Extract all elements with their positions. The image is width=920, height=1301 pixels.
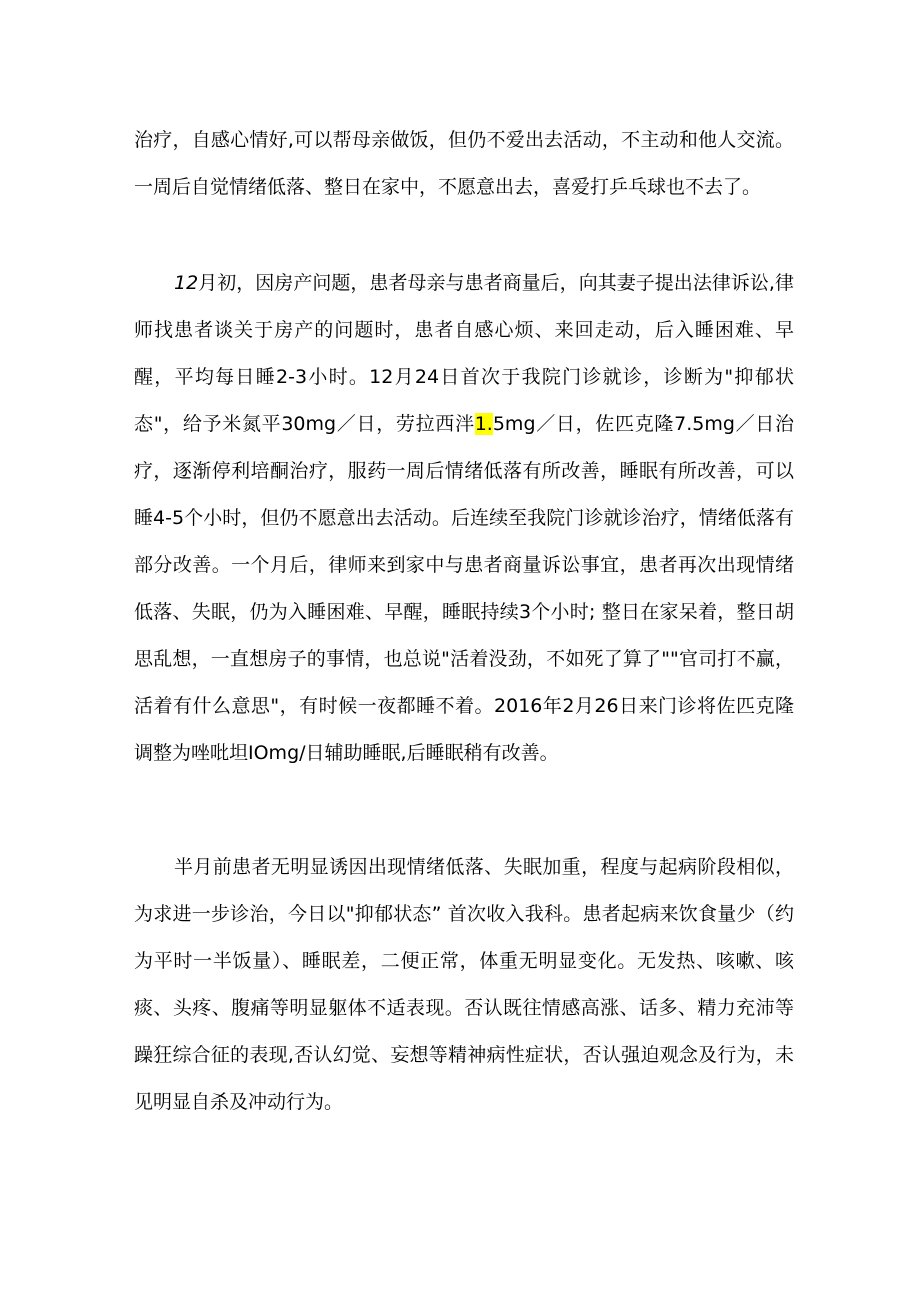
paragraph-2	[134, 260, 794, 777]
paragraph-1-text: 治疗，自感心情好,可以帮母亲做饭，但仍不爱出去活动，不主动和他人交流。一周后自觉情绪低落、整日在家中，不愿意出去，喜爱打乒乓球也不去了。	[134, 129, 794, 198]
paragraph-3	[134, 844, 794, 1126]
paragraph-3-text: 半月前患者无明显诱因出现情绪低落、失眠加重，程度与起病阶段相似，为求进一步诊治，今日以"抑郁状态” 首次收入我科。患者起病来饮食量少（约为平时一半饭量）、睡眠差，二便正常，体重无明显变化。无发热、咳嗽、咳痰、头疼、腹痛等明显躯体不适表现。否认既往情感高涨、话多、精力充沛等躁狂综合征的表现,否认幻觉、妄想等精神病性症状，否认强迫观念及行为，未见明显自杀及冲动行为。	[134, 856, 794, 1113]
paragraph-1	[134, 117, 794, 211]
highlighted-text: 1.	[474, 413, 493, 435]
paragraph-2-text-a: 月初，因房产问题，患者母亲与患者商量后，向其妻子提出法律诉讼,律师找患者谈关于房产的问题时，患者自感心烦、来回走动，后入睡困难、早醒，平均每日睡2-3小时。12月24日首次于我院门诊就诊，诊断为"抑郁状态"，给予米氮平30mg／日，劳拉西泮	[134, 272, 794, 435]
paragraph-2-text-b: 5mg／日，佐匹克隆7.5mg／日治疗，逐渐停利培酮治疗，服药一周后情绪低落有所改善，睡眠有所改善，可以睡4-5个小时，但仍不愿意出去活动。后连续至我院门诊就诊治疗，情绪低落有部分改善。一个月后，律师来到家中与患者商量诉讼事宜，患者再次出现情绪低落、失眠，仍为入睡困难、早醒，睡眠持续3个小时; 整日在家呆着，整日胡思乱想，一直想房子的事情，也总说"活着没劲，不如死了算了""官司打不赢，活着有什么意思"，有时候一夜都睡不着。2016年2月26日来门诊将佐匹克隆调整为唑吡坦IOmg/日辅助睡眠,后睡眠稍有改善。	[134, 413, 794, 764]
paragraph-2-lead-number: 12	[174, 272, 199, 294]
